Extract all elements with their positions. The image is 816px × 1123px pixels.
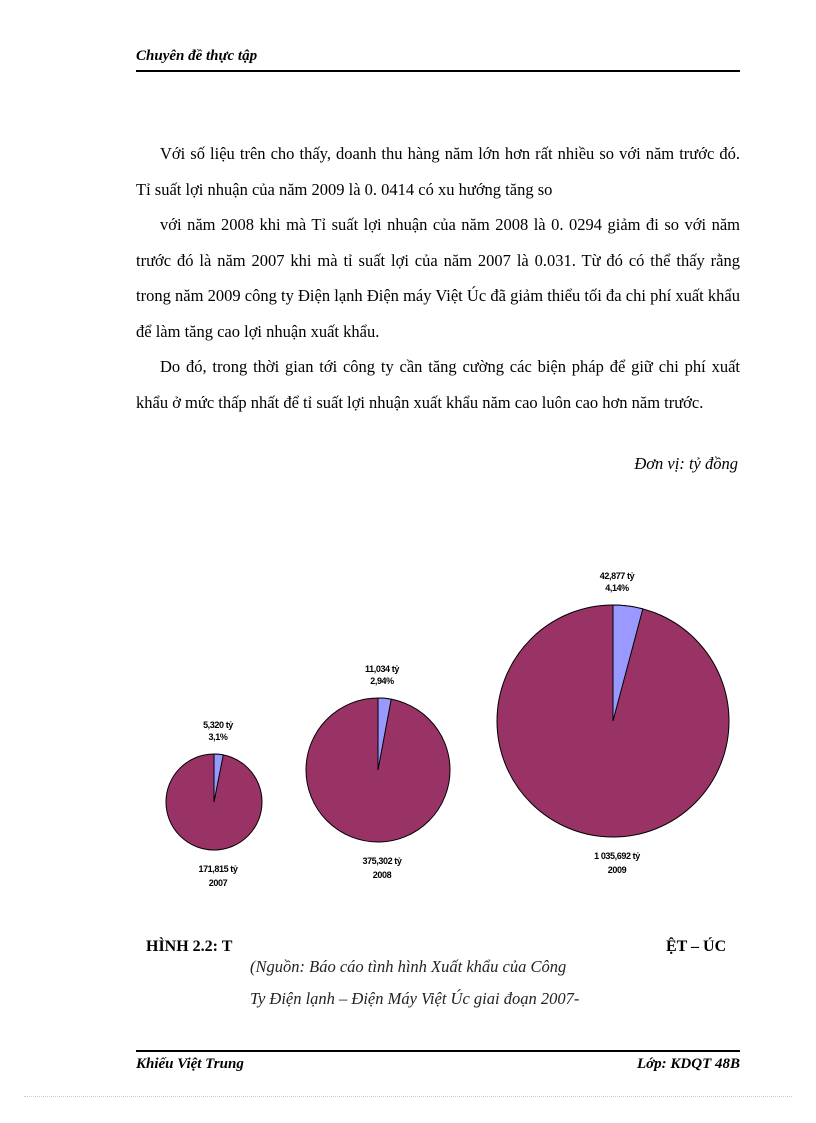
figure-source-line-2: Ty Điện lạnh – Điện Máy Việt Úc giai đoạn 2007- — [250, 989, 580, 1008]
pie-2007-total-label: 171,815 tỷ — [198, 864, 238, 874]
paragraph-1 — [136, 136, 740, 207]
figure-source — [250, 951, 650, 1015]
figure-source-line-1: (Nguồn: Báo cáo tình hình Xuất khẩu của Công — [250, 957, 567, 976]
pie-2009-total-label: 1 035,692 tỷ — [594, 851, 640, 861]
unit-note: Đơn vị: tỷ đồng — [634, 454, 738, 473]
paragraph-1-text: Với số liệu trên cho thấy, doanh thu hàng năm lớn hơn rất nhiều so với năm trước đó. Tỉ suất lợi nhuận của năm 2009 là 0. 0414 có xu hướng tăng so — [136, 144, 740, 199]
paragraph-3-text: Do đó, trong thời gian tới công ty cần tăng cường các biện pháp để giữ chi phí xuất khẩu ở mức thấp nhất để tỉ suất lợi nhuận xuất khẩu năm cao luôn cao hơn năm trước. — [136, 357, 740, 412]
figure-caption-left: HÌNH 2.2: T — [146, 938, 233, 955]
figure-caption-right: ỆT – ÚC — [666, 938, 727, 955]
pie-2007-profit-label: 5,320 tỷ — [203, 720, 233, 730]
paragraph-3 — [136, 349, 740, 420]
pie-2009-year-label: 2009 — [607, 865, 627, 875]
pie-chart-figure — [0, 500, 816, 910]
header-rule — [136, 70, 740, 72]
page-bottom-dotted-line — [24, 1096, 792, 1097]
footer-author: Khiếu Việt Trung — [136, 1056, 244, 1072]
pie-2009-percent-label: 4,14% — [605, 583, 629, 593]
footer-rule — [136, 1050, 740, 1052]
pie-2008-total-label: 375,302 tỷ — [362, 856, 402, 866]
pie-2008-year-label: 2008 — [372, 870, 392, 880]
paragraph-2 — [136, 207, 740, 349]
paragraph-2-text: với năm 2008 khi mà Tỉ suất lợi nhuận của năm 2008 là 0. 0294 giảm đi so với năm trước đó là năm 2007 khi mà tỉ suất lợi của năm 2007 là 0.031. Từ đó có thể thấy rằng trong năm 2009 công ty Điện lạnh Điện máy Việt Úc đã giảm thiểu tối đa chi phí xuất khẩu để làm tăng cao lợi nhuận xuất khẩu. — [136, 215, 740, 341]
pie-2007-year-label: 2007 — [208, 878, 228, 888]
pie-2008-profit-label: 11,034 tỷ — [365, 664, 399, 674]
pie-2009-profit-label: 42,877 tỷ — [599, 571, 635, 581]
pie-2008-percent-label: 2,94% — [370, 676, 394, 686]
page-header-title: Chuyên đề thực tập — [136, 48, 258, 64]
footer-class: Lớp: KDQT 48B — [636, 1056, 740, 1072]
pie-2007-percent-label: 3,1% — [208, 732, 228, 742]
